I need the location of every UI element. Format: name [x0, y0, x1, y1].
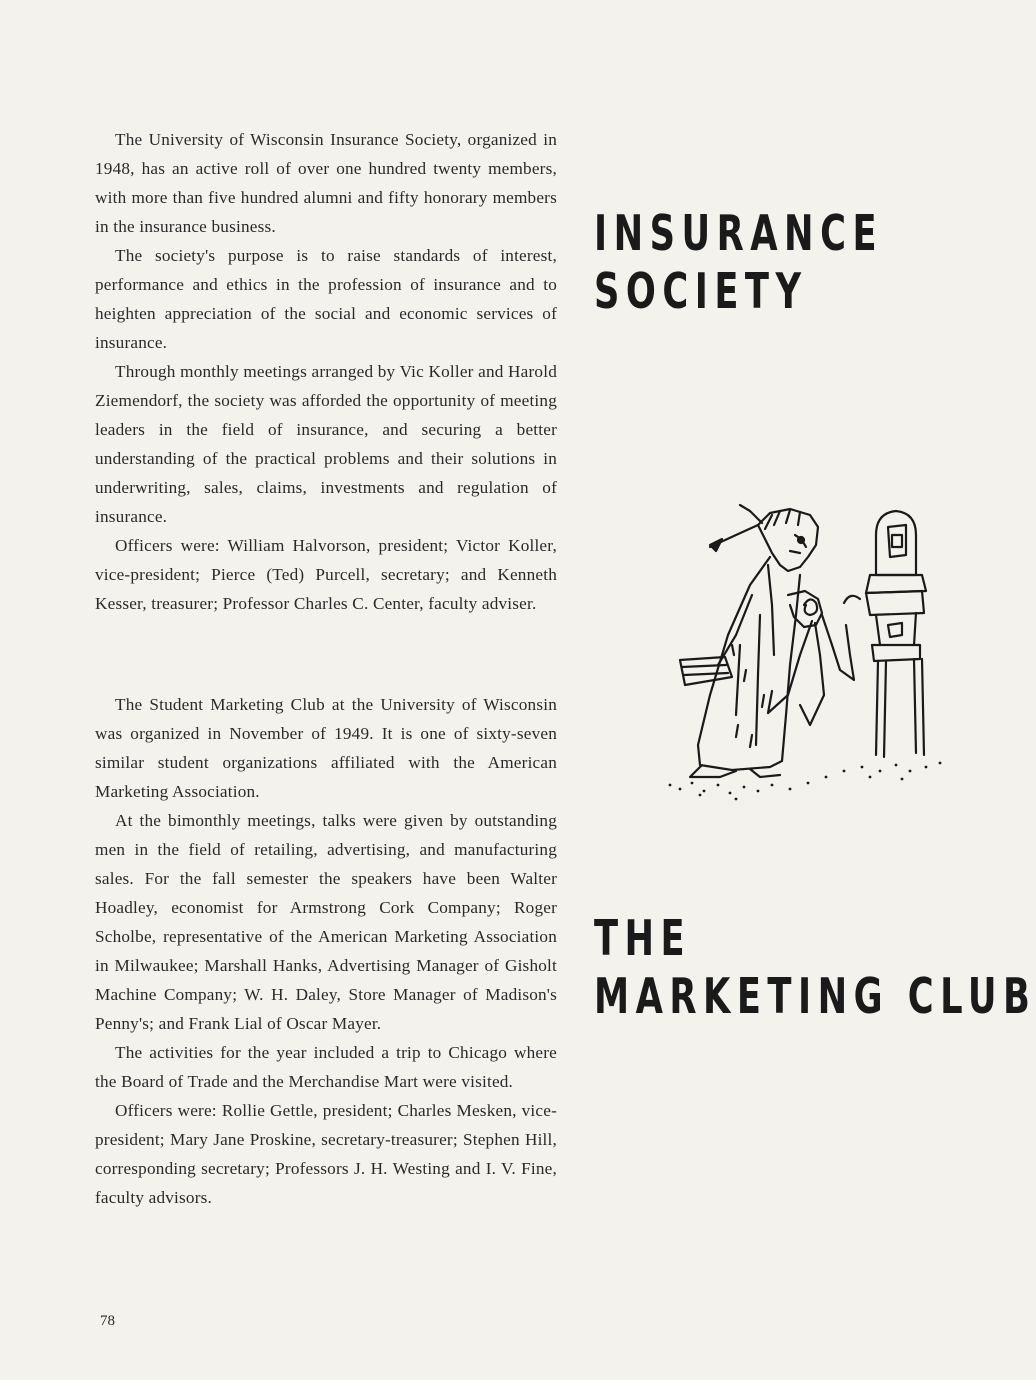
marketing-paragraph-4: Officers were: Rollie Gettle, president; Charles Mesken, vice-president; Mary Jane Proskine, secretary-treasurer; Stephen Hill, corresponding secretary; Professors J. H. Westing and I. V. Fine, faculty advisors. — [95, 1101, 557, 1207]
page-number: 78 — [100, 1313, 115, 1329]
marketing-paragraph-1: The Student Marketing Club at the University of Wisconsin was organized in November of 1949. It is one of sixty-seven similar student organizations affiliated with the American Marketing Association. — [95, 695, 557, 801]
insurance-paragraph-3: Through monthly meetings arranged by Vic Koller and Harold Ziemendorf, the society was afforded the opportunity of meeting leaders in the field of insurance, and securing a better understanding of the practical problems and their solutions in underwriting, sales, claims, investments and regulation of insurance. — [95, 362, 557, 526]
marketing-paragraph-2: At the bimonthly meetings, talks were given by outstanding men in the field of retailing, advertising, and manufacturing sales. For the fall semester the speakers have been Walter Hoadley, economist for Armstrong Cork Company; Roger Scholbe, representative of the American Marketing Association in Milwaukee; Marshall Hanks, Advertising Manager of Gisholt Machine Company; W. H. Daley, Store Manager of Madison's Penny's; and Frank Lial of Oscar Mayer. — [95, 811, 557, 1033]
marketing-club-heading — [594, 910, 1036, 1026]
insurance-heading-line-2: SOCIETY — [594, 263, 808, 320]
insurance-paragraph-2: The society's purpose is to raise standards of interest, performance and ethics in the profession of insurance and to heighten appreciation of the social and economic services of insurance. — [95, 246, 557, 352]
marketing-heading-line-2: MARKETING CLUB — [594, 968, 1036, 1025]
marketing-paragraph-3: The activities for the year included a trip to Chicago where the Board of Trade and the Merchandise Mart were visited. — [95, 1043, 557, 1091]
insurance-paragraph-4: Officers were: William Halvorson, president; Victor Koller, vice-president; Pierce (Ted) Purcell, secretary; and Kenneth Kesser, treasurer; Professor Charles C. Center, faculty adviser. — [95, 536, 557, 613]
insurance-society-text — [95, 125, 557, 618]
ticker-tape-cartoon-icon — [640, 495, 950, 805]
insurance-paragraph-1: The University of Wisconsin Insurance Society, organized in 1948, has an active roll of over one hundred twenty members, with more than five hundred alumni and fifty honorary members in the insurance business. — [95, 130, 557, 236]
insurance-society-heading — [594, 205, 883, 321]
insurance-heading-line-1: INSURANCE — [594, 205, 884, 262]
marketing-club-text — [95, 690, 557, 1212]
marketing-heading-line-1: THE — [594, 910, 692, 967]
